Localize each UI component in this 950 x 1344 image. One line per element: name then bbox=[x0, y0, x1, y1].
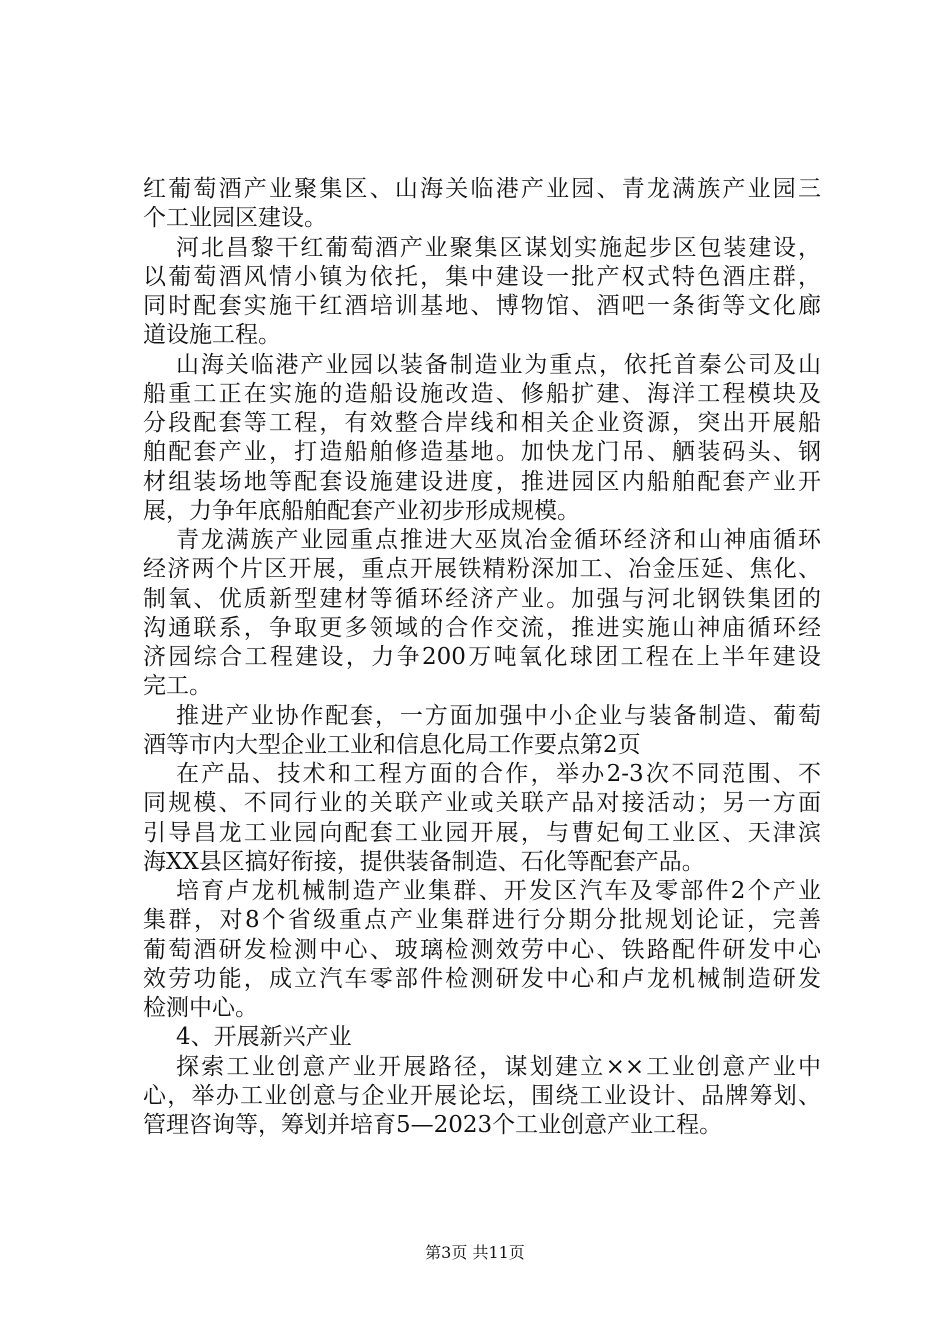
text-line: 引导昌龙工业园向配套工业园开展，与曹妃甸工业区、天津滨 bbox=[143, 819, 821, 846]
text-line: 以葡萄酒风情小镇为依托，集中建设一批产权式特色酒庄群， bbox=[143, 263, 821, 290]
text-line: 推进产业协作配套，一方面加强中小企业与装备制造、葡萄 bbox=[176, 702, 821, 729]
text-line: 检测中心。 bbox=[143, 995, 258, 1021]
text-line: 心，举办工业创意与企业开展论坛，围绕工业设计、品牌筹划、 bbox=[143, 1082, 821, 1109]
text-line: 完工。 bbox=[143, 673, 212, 700]
text-line: 沟通联系，争取更多领域的合作交流，推进实施山神庙循环经 bbox=[143, 614, 821, 641]
text-line: 分段配套等工程，有效整合岸线和相关企业资源，突出开展船 bbox=[143, 410, 821, 436]
text-line: 探索工业创意产业开展路径，谋划建立××工业创意产业中 bbox=[176, 1053, 821, 1080]
text-line: 集群，对8个省级重点产业集群进行分期分批规划论证，完善 bbox=[143, 907, 821, 934]
text-line: 山海关临港产业园以装备制造业为重点，依托首秦公司及山 bbox=[176, 351, 821, 378]
text-line: 河北昌黎干红葡萄酒产业聚集区谋划实施起步区包装建设， bbox=[176, 234, 821, 261]
text-line: 在产品、技术和工程方面的合作，举办2-3次不同范围、不 bbox=[176, 761, 821, 787]
text-line: 展，力争年底船舶配套产业初步形成规模。 bbox=[143, 497, 580, 524]
text-line: 葡萄酒研发检测中心、玻璃检测效劳中心、铁路配件研发中心 bbox=[143, 936, 821, 963]
text-line: 船重工正在实施的造船设施改造、修船扩建、海洋工程模块及 bbox=[143, 380, 821, 407]
text-line: 材组装场地等配套设施建设进度，推进园区内船舶配套产业开 bbox=[143, 468, 821, 495]
text-line: 经济两个片区开展，重点开展铁精粉深加工、冶金压延、焦化、 bbox=[143, 556, 821, 583]
document-body bbox=[143, 175, 821, 1140]
text-line: 制氧、优质新型建材等循环经济产业。加强与河北钢铁集团的 bbox=[143, 585, 821, 612]
text-line: 道设施工程。 bbox=[143, 322, 281, 349]
text-line: 管理咨询等，筹划并培育5—2023个工业创意产业工程。 bbox=[143, 1112, 723, 1138]
text-line: 海XX县区搞好衔接，提供装备制造、石化等配套产品。 bbox=[143, 848, 705, 875]
text-line: 个工业园区建设。 bbox=[143, 205, 327, 232]
text-line: 红葡萄酒产业聚集区、山海关临港产业园、青龙满族产业园三 bbox=[143, 176, 821, 202]
text-line: 济园综合工程建设，力争200万吨氧化球团工程在上半年建设 bbox=[143, 644, 821, 670]
text-line: 青龙满族产业园重点推进大巫岚冶金循环经济和山神庙循环 bbox=[176, 527, 821, 553]
page-footer: 第3页 共11页 bbox=[425, 1243, 525, 1262]
text-line: 培育卢龙机械制造产业集群、开发区汽车及零部件2个产业 bbox=[176, 878, 821, 904]
text-line: 同时配套实施干红酒培训基地、博物馆、酒吧一条街等文化廊 bbox=[143, 293, 821, 319]
text-line: 4、开展新兴产业 bbox=[176, 1024, 352, 1051]
text-line: 酒等市内大型企业工业和信息化局工作要点第2页 bbox=[143, 731, 641, 758]
text-line: 效劳功能，成立汽车零部件检测研发中心和卢龙机械制造研发 bbox=[143, 965, 821, 992]
text-line: 舶配套产业，打造船舶修造基地。加快龙门吊、舾装码头、钢 bbox=[143, 439, 821, 466]
text-line: 同规模、不同行业的关联产业或关联产品对接活动；另一方面 bbox=[143, 790, 821, 817]
